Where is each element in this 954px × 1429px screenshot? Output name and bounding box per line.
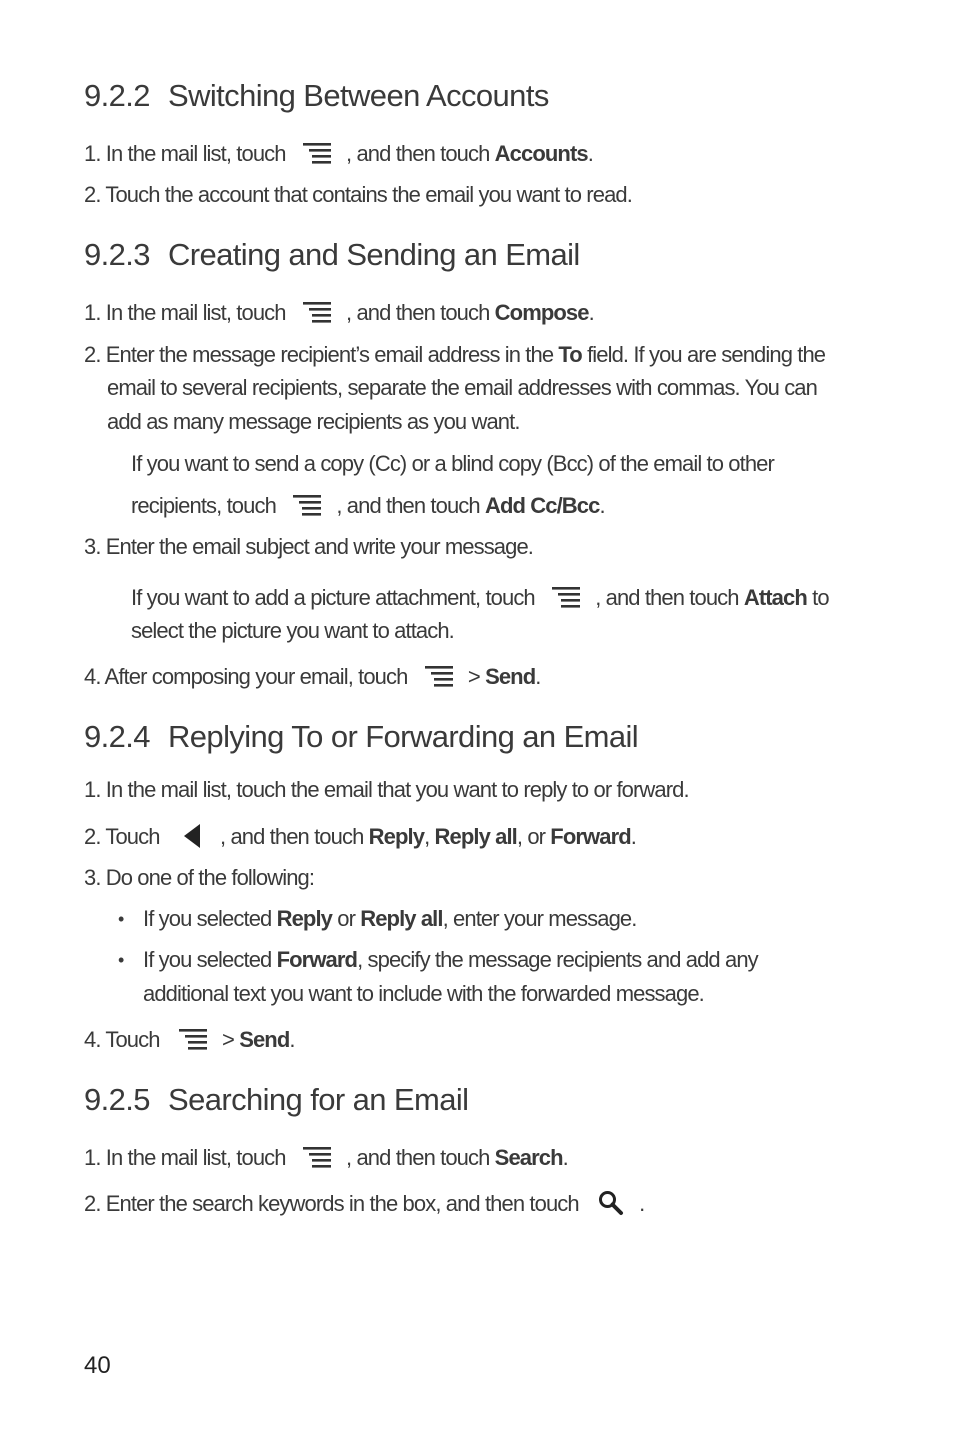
step-text: . [639,1191,645,1216]
step-text: . [535,664,541,689]
section-heading-9-2-4 [84,719,638,755]
heading-text: Creating and Sending an Email [168,237,580,272]
bullet-text: , enter your message. [442,906,637,931]
ui-term: Reply [276,906,333,931]
heading-text: Switching Between Accounts [168,78,549,113]
step-1 [84,1141,568,1175]
bullet-marker: • [118,950,125,970]
note-text: If you want to add a picture attachment, touch [131,585,535,610]
step-2: 2. Touch the account that contains the email you want to read. [84,182,632,207]
ui-term: Send [239,1027,290,1052]
step-4 [84,1023,295,1057]
bullet-item-2-continued: additional text you want to include with the forwarded message. [143,981,704,1006]
heading-number: 9.2.2 [84,78,150,113]
ui-term: Send [485,664,536,689]
step-1 [84,296,594,330]
ui-term: Forward [550,824,631,849]
step-text: 2. Touch [84,824,160,849]
menu-icon [552,584,580,610]
step-text: , and then touch [346,1145,490,1170]
section-heading-9-2-2 [84,78,549,114]
ui-term: Compose [494,300,589,325]
ui-term: Reply all [360,906,443,931]
section-heading-9-2-3 [84,237,580,273]
step-text: , [424,824,430,849]
step-1 [84,137,593,171]
heading-number: 9.2.3 [84,237,150,272]
step-text: , or [516,824,546,849]
note-text: , and then touch [336,493,480,518]
step-text: 1. In the mail list, touch [84,1145,286,1170]
heading-text: Replying To or Forwarding an Email [168,719,639,754]
step-text: , and then touch [220,824,364,849]
menu-icon [303,140,331,166]
step-4 [84,660,540,694]
step-3: 3. Enter the email subject and write your message. [84,534,534,559]
step-text: . [630,824,637,849]
note-text: recipients, touch [131,493,276,518]
bullet-item-1 [143,902,636,936]
step-text: . [588,300,594,325]
step-text: , and then touch [346,141,490,166]
heading-number: 9.2.4 [84,719,150,754]
step-text: 2. Enter the message recipient’s email address in the [84,342,554,367]
step-text: . [587,141,593,166]
step-text: 2. Enter the search keywords in the box, and then touch [84,1191,579,1216]
step-text: 1. In the mail list, touch [84,300,286,325]
step-text: 4. After composing your email, touch [84,664,408,689]
menu-icon [425,663,453,689]
ui-term: Add Cc/Bcc [484,493,600,518]
bullet-text: If you selected [143,947,272,972]
step-2 [84,820,636,854]
ui-term: Search [494,1145,563,1170]
section-heading-9-2-5 [84,1082,468,1118]
step-text: 4. Touch [84,1027,160,1052]
bullet-text: or [337,906,355,931]
ui-term: Forward [276,947,358,972]
note-text: to [812,585,829,610]
note-line [131,581,829,615]
ui-term: Reply [368,824,425,849]
step-text: , and then touch [346,300,490,325]
step-2-continued: email to several recipients, separate the email addresses with commas. You can [107,375,817,400]
step-1: 1. In the mail list, touch the email that you want to reply to or forward. [84,777,689,802]
note-line [131,489,605,523]
bullet-text: , specify the message recipients and add any [357,947,758,972]
menu-icon [303,1144,331,1170]
note-line: select the picture you want to attach. [131,618,454,643]
note-text: . [599,493,605,518]
heading-text: Searching for an Email [168,1082,469,1117]
ui-term: Reply all [434,824,517,849]
step-text: > [222,1027,234,1052]
menu-icon [303,299,331,325]
bullet-item-2 [143,943,758,977]
menu-icon [179,1026,207,1052]
ui-term: Attach [743,585,807,610]
step-2 [84,338,825,372]
step-text: > [467,664,480,689]
step-text: 1. In the mail list, touch [84,141,286,166]
ui-term: To [558,342,582,367]
step-2 [84,1187,644,1221]
step-text: field. If you are sending the [587,342,826,367]
step-3: 3. Do one of the following: [84,865,315,890]
heading-number: 9.2.5 [84,1082,150,1117]
page-number: 40 [84,1352,111,1379]
search-icon [598,1190,624,1216]
back-arrow-icon [183,823,201,849]
bullet-marker: • [118,909,125,929]
menu-icon [293,492,321,518]
note-text: , and then touch [595,585,739,610]
bullet-text: If you selected [143,906,272,931]
step-2-continued: add as many message recipients as you want. [107,409,520,434]
ui-term: Accounts [494,141,588,166]
step-text: . [289,1027,295,1052]
note-line: If you want to send a copy (Cc) or a blind copy (Bcc) of the email to other [131,451,774,476]
step-text: . [562,1145,568,1170]
